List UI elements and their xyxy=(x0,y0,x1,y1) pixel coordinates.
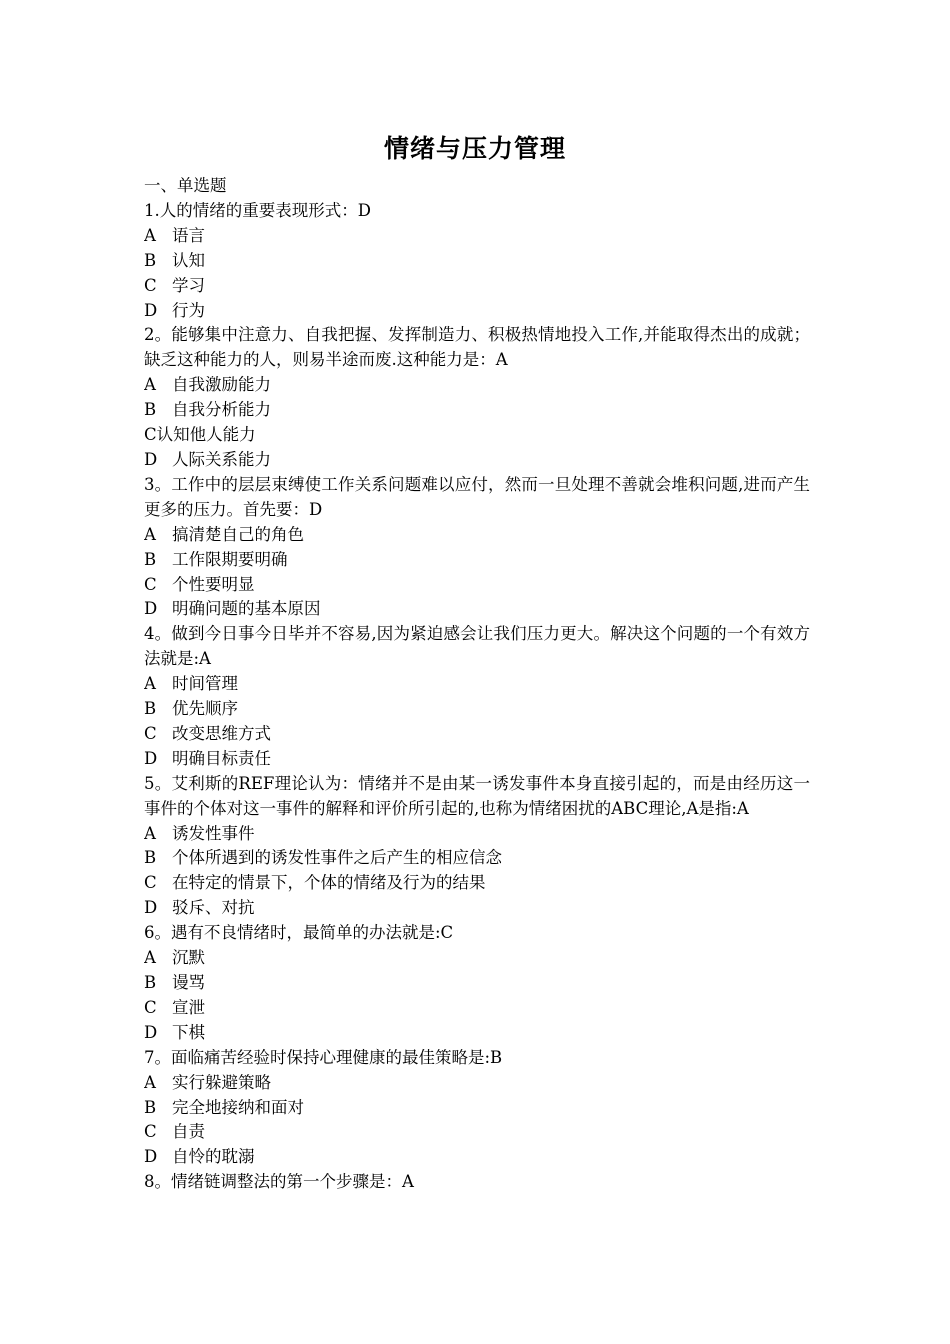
option-text: 沉默 xyxy=(172,948,205,968)
option-text: 自我激励能力 xyxy=(172,375,271,395)
question-stem: 5。艾利斯的REF理论认为：情绪并不是由某一诱发事件本身直接引起的，而是由经历这一事件的个体对这一事件的解释和评价所引起的,也称为情绪困扰的ABC理论,A是指:A xyxy=(144,773,810,818)
option-key: A xyxy=(144,375,156,395)
option-text: 认知 xyxy=(172,250,205,270)
question-block xyxy=(144,921,810,1046)
option-text: 改变思维方式 xyxy=(172,723,271,743)
option-text: 实行躲避策略 xyxy=(172,1072,271,1092)
option-key: C xyxy=(144,574,157,594)
option-item xyxy=(144,373,810,398)
option-item xyxy=(144,1120,810,1145)
question-block xyxy=(144,1170,810,1195)
option-key: C xyxy=(144,1122,157,1142)
option-item xyxy=(144,249,810,274)
question-block xyxy=(144,622,810,771)
option-text: 时间管理 xyxy=(172,674,238,694)
option-text: 人际关系能力 xyxy=(172,449,271,469)
question-stem: 6。遇有不良情绪时，最简单的办法就是:C xyxy=(144,923,454,943)
option-text: 行为 xyxy=(172,300,205,320)
option-item xyxy=(144,573,810,598)
option-key: B xyxy=(144,848,157,868)
option-text: 优先顺序 xyxy=(172,699,238,719)
option-item xyxy=(144,672,810,697)
option-text: 自责 xyxy=(172,1122,205,1142)
option-item xyxy=(144,747,810,772)
question-stem: 2。能够集中注意力、自我把握、发挥制造力、积极热情地投入工作,并能取得杰出的成就；缺乏这种能力的人，则易半途而废.这种能力是：A xyxy=(144,325,810,370)
option-key: D xyxy=(144,1147,158,1167)
option-item xyxy=(144,597,810,622)
question-stem: 7。面临痛苦经验时保持心理健康的最佳策略是:B xyxy=(144,1047,503,1067)
option-item xyxy=(144,722,810,747)
option-key: A xyxy=(144,948,156,968)
question-list xyxy=(144,174,810,1195)
document-title: 情绪与压力管理 xyxy=(383,134,566,163)
question-block xyxy=(144,772,810,921)
option-item xyxy=(144,971,810,996)
option-text: 自我分析能力 xyxy=(172,400,271,420)
option-text: 明确目标责任 xyxy=(172,748,271,768)
option-item xyxy=(144,946,810,971)
option-key: B xyxy=(144,699,157,719)
option-item xyxy=(144,548,810,573)
question-stem: 3。工作中的层层束缚使工作关系问题难以应付，然而一旦处理不善就会堆积问题,进而产生更多的压力。首先要：D xyxy=(144,474,810,519)
question-stem: 8。情绪链调整法的第一个步骤是：A xyxy=(144,1172,414,1192)
option-key: C xyxy=(144,723,157,743)
question-block xyxy=(144,199,810,324)
option-item xyxy=(144,423,810,448)
option-text: 工作限期要明确 xyxy=(172,549,288,569)
option-item xyxy=(144,398,810,423)
option-key: C xyxy=(144,275,157,295)
option-text: 驳斥、对抗 xyxy=(172,898,255,918)
option-key: C xyxy=(144,425,157,445)
option-item xyxy=(144,523,810,548)
option-key: D xyxy=(144,599,158,619)
option-key: B xyxy=(144,250,157,270)
option-item xyxy=(144,697,810,722)
option-key: B xyxy=(144,549,157,569)
option-key: C xyxy=(144,997,157,1017)
option-item xyxy=(144,822,810,847)
option-text: 自怜的耽溺 xyxy=(172,1147,255,1167)
option-item xyxy=(144,299,810,324)
option-text: 个体所遇到的诱发性事件之后产生的相应信念 xyxy=(172,848,502,868)
question-stem: 4。做到今日事今日毕并不容易,因为紧迫感会让我们压力更大。解决这个问题的一个有效方法就是:A xyxy=(144,624,810,669)
option-key: D xyxy=(144,898,158,918)
option-key: B xyxy=(144,400,157,420)
option-key: A xyxy=(144,225,156,245)
question-block xyxy=(144,1046,810,1171)
option-key: B xyxy=(144,973,157,992)
option-text: 学习 xyxy=(172,275,205,295)
option-text: 谩骂 xyxy=(172,973,205,992)
option-key: C xyxy=(144,873,157,893)
option-key: A xyxy=(144,1072,156,1092)
question-block xyxy=(144,323,810,472)
option-key: D xyxy=(144,1022,158,1042)
option-item xyxy=(144,996,810,1021)
option-text: 认知他人能力 xyxy=(156,425,256,445)
option-item xyxy=(144,448,810,473)
option-text: 在特定的情景下，个体的情绪及行为的结果 xyxy=(172,873,486,893)
option-text: 宣泄 xyxy=(172,997,205,1017)
option-item xyxy=(144,846,810,871)
option-item xyxy=(144,224,810,249)
option-text: 语言 xyxy=(172,225,205,245)
option-item xyxy=(144,896,810,921)
option-text: 搞清楚自己的角色 xyxy=(172,524,304,544)
question-stem: 1.人的情绪的重要表现形式：D xyxy=(144,200,371,220)
option-key: D xyxy=(144,300,158,320)
option-key: A xyxy=(144,524,156,544)
option-key: A xyxy=(144,674,156,694)
option-key: B xyxy=(144,1097,157,1117)
option-item xyxy=(144,1071,810,1096)
option-text: 完全地接纳和面对 xyxy=(172,1097,304,1117)
option-text: 下棋 xyxy=(172,1022,205,1042)
option-key: A xyxy=(144,823,156,843)
question-block xyxy=(144,473,810,622)
section-heading: 一、单选题 xyxy=(144,176,227,195)
option-text: 诱发性事件 xyxy=(172,823,255,843)
option-item xyxy=(144,1021,810,1046)
option-key: D xyxy=(144,748,158,768)
option-key: D xyxy=(144,449,158,469)
option-text: 个性要明显 xyxy=(172,574,255,594)
option-item xyxy=(144,274,810,299)
option-item xyxy=(144,871,810,896)
option-text: 明确问题的基本原因 xyxy=(172,599,321,619)
option-item xyxy=(144,1145,810,1170)
option-item xyxy=(144,1096,810,1121)
